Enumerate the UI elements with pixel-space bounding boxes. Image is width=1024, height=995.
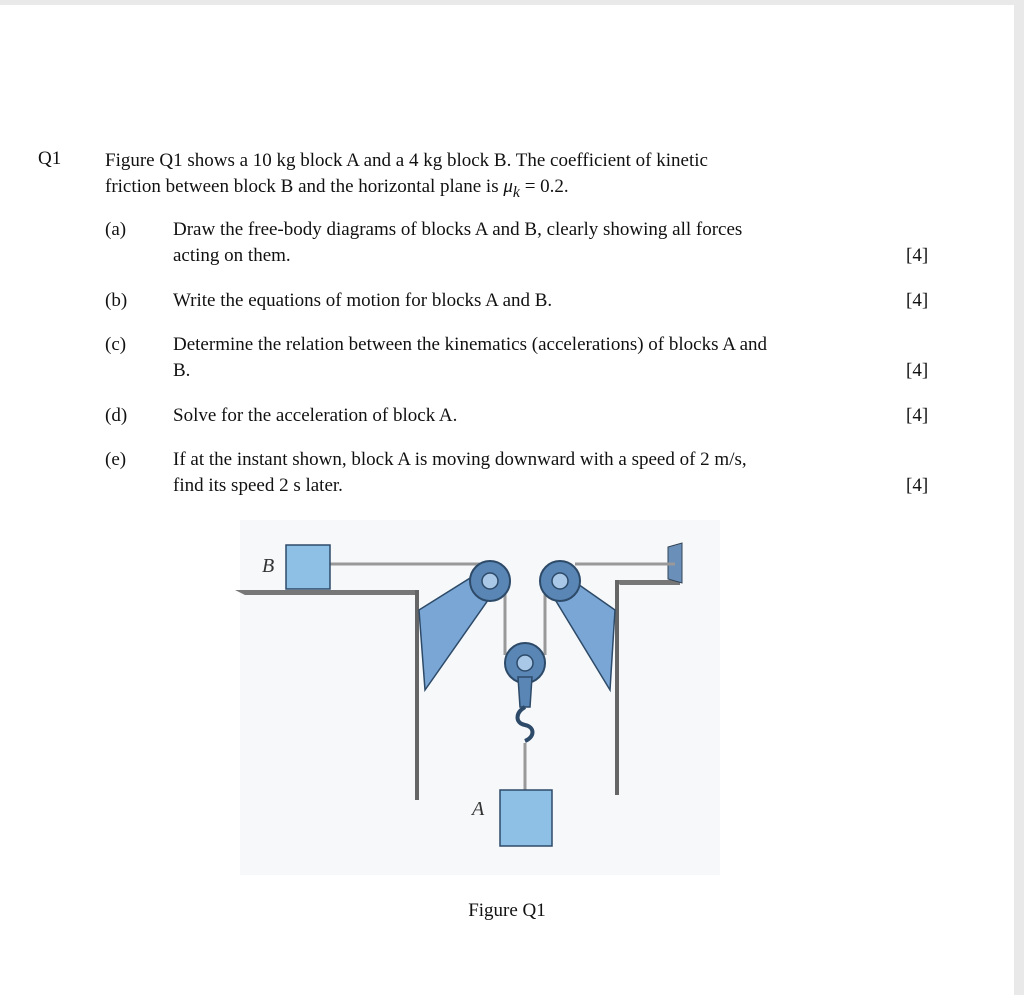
left-pulley-hub — [482, 573, 498, 589]
part-text — [173, 447, 893, 499]
stem-line-2-prefix: friction between block B and the horizontal plane is — [105, 176, 504, 197]
part-text-line-2: B. — [173, 360, 191, 381]
part-text-line-1: Determine the relation between the kinematics (accelerations) of blocks A and — [173, 334, 768, 355]
stem-line-1: Figure Q1 shows a 10 kg block A and a 4 kg block B. The coefficient of kinetic — [105, 150, 708, 171]
block-a-label: A — [472, 798, 485, 820]
block-a — [500, 790, 552, 846]
part-text-line-1: Solve for the acceleration of block A. — [173, 405, 458, 426]
block-b-label: B — [262, 555, 275, 577]
part-text — [173, 332, 893, 384]
part-marks: [4] — [906, 245, 929, 266]
question-stem — [105, 148, 865, 206]
part-label: (a) — [105, 219, 127, 240]
part-text — [173, 217, 893, 269]
part-text-line-2: acting on them. — [173, 245, 291, 266]
horizontal-plane — [235, 590, 415, 595]
part-label: (b) — [105, 290, 128, 311]
question-number: Q1 — [38, 148, 62, 169]
part-text-line-1: Write the equations of motion for blocks A and B. — [173, 290, 553, 311]
part-text-line-1: Draw the free-body diagrams of blocks A and B, clearly showing all forces — [173, 219, 743, 240]
part-text — [173, 403, 893, 429]
part-label: (e) — [105, 449, 127, 470]
part-label: (d) — [105, 405, 128, 426]
mu-subscript: k — [512, 183, 520, 201]
part-text-line-2: find its speed 2 s later. — [173, 475, 343, 496]
part-text — [173, 288, 893, 314]
pulley-strap — [518, 677, 532, 707]
left-wall — [415, 590, 419, 800]
pulley-figure — [220, 515, 740, 880]
part-text-line-1: If at the instant shown, block A is moving downward with a speed of 2 m/s, — [173, 449, 747, 470]
mu-value: = 0.2. — [519, 176, 569, 197]
part-marks: [4] — [906, 405, 929, 426]
stem-line-2 — [105, 174, 865, 206]
part-marks: [4] — [906, 290, 929, 311]
part-label: (c) — [105, 334, 127, 355]
block-b — [286, 545, 330, 589]
right-pulley-hub — [552, 573, 568, 589]
mu-symbol: μ — [503, 176, 513, 197]
figure-caption: Figure Q1 — [468, 900, 546, 921]
part-marks: [4] — [906, 360, 929, 381]
right-ledge — [615, 580, 680, 585]
exam-page — [0, 5, 1014, 995]
moving-pulley-hub — [517, 655, 533, 671]
part-marks: [4] — [906, 475, 929, 496]
